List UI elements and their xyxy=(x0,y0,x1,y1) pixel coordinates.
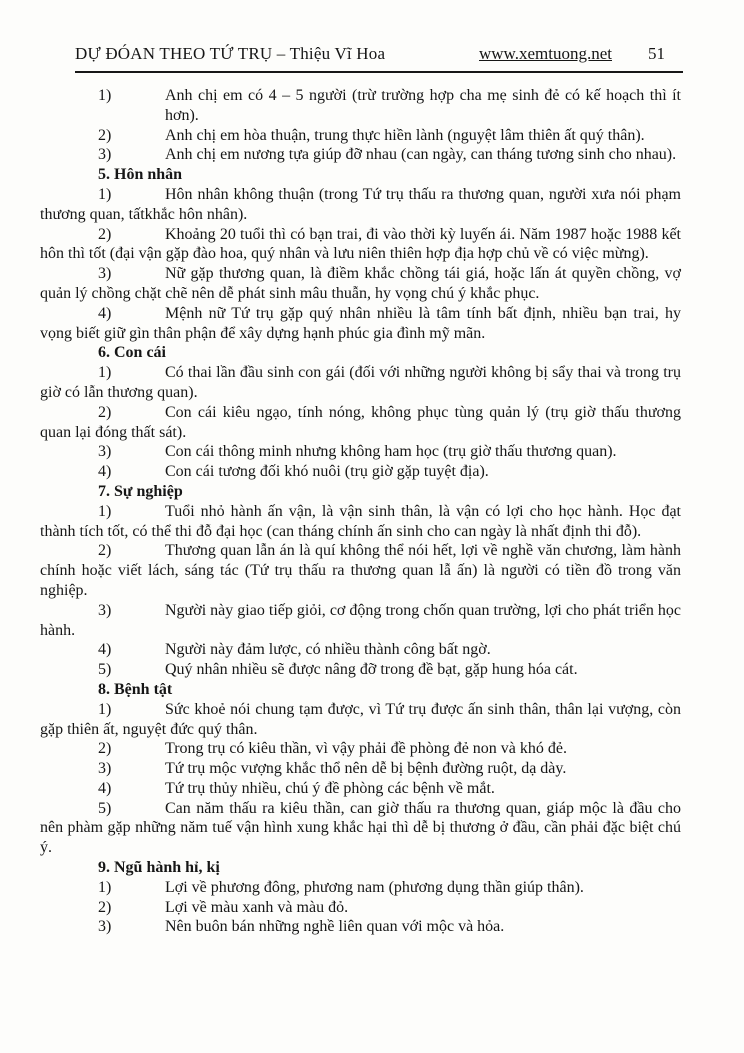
list-item xyxy=(40,601,681,641)
section-heading: 6. Con cái xyxy=(98,344,166,362)
list-item xyxy=(40,462,681,482)
item-text: Nữ gặp thương quan, là điềm khắc chồng tái giá, hoặc lấn át quyền chồng, vợ quản lý chồng chặt chẽ nên dễ phát sinh mâu thuẫn, hy vọng chú ý khắc phục. xyxy=(40,265,681,302)
page-number: 51 xyxy=(648,44,665,63)
item-text: Quý nhân nhiều sẽ được nâng đỡ trong đề bạt, gặp hung hóa cát. xyxy=(165,661,578,679)
item-number: 4) xyxy=(98,641,112,659)
list-item xyxy=(40,304,681,344)
section-heading: 5. Hôn nhân xyxy=(98,166,183,184)
list-item xyxy=(40,126,681,146)
item-text: Có thai lần đầu sinh con gái (đối với những người không bị sẩy thai và trong trụ giờ có lẫn thương quan). xyxy=(40,364,681,401)
list-item xyxy=(40,86,681,126)
item-number: 2) xyxy=(98,225,112,243)
list-item xyxy=(40,779,681,799)
item-text: Người này đảm lược, có nhiều thành công bất ngờ. xyxy=(165,641,491,659)
item-text: Con cái thông minh nhưng không ham học (trụ giờ thấu thương quan). xyxy=(165,443,617,461)
item-text: Thương quan lẫn án là quí không thể nói hết, lợi về nghề văn chương, làm hành chính hoặc viết lách, sáng tác (Tứ trụ thấu ra thương quan lẫ ấn) là người có tiền đồ trong văn nghiệp. xyxy=(40,542,681,599)
item-text: Tứ trụ thủy nhiều, chú ý đề phòng các bệnh về mắt. xyxy=(165,779,495,797)
list-item xyxy=(40,739,681,759)
list-item xyxy=(40,700,681,740)
item-number: 1) xyxy=(98,87,112,104)
list-item xyxy=(40,403,681,443)
list-item xyxy=(40,878,681,898)
list-item xyxy=(40,640,681,660)
item-number: 1) xyxy=(98,364,112,382)
website-link[interactable]: www.xemtuong.net xyxy=(479,44,612,63)
item-number: 3) xyxy=(98,146,112,164)
item-number: 2) xyxy=(98,403,112,421)
item-text: Anh chị em có 4 – 5 người (trừ trường hợp cha mẹ sinh đẻ có kế hoạch thì ít hơn). xyxy=(165,87,681,124)
item-number: 1) xyxy=(98,185,112,203)
list-item xyxy=(40,363,681,403)
list-item xyxy=(40,502,681,542)
list-item xyxy=(40,917,681,937)
list-item xyxy=(40,541,681,600)
item-number: 3) xyxy=(98,601,112,619)
item-text: Mệnh nữ Tứ trụ gặp quý nhân nhiều là tâm tính bất định, nhiều bạn trai, hy vọng biết giữ gìn thân phận để xây dựng hạnh phúc gia đình mỹ mãn. xyxy=(40,304,681,342)
item-number: 2) xyxy=(98,126,112,144)
section-heading: 7. Sự nghiệp xyxy=(98,482,183,500)
item-number: 1) xyxy=(98,700,112,718)
section-heading: 9. Ngũ hành hỉ, kị xyxy=(98,859,220,877)
item-number: 2) xyxy=(98,898,112,916)
item-text: Anh chị em hòa thuận, trung thực hiền lành (nguyệt lâm thiên ất quý thân). xyxy=(165,126,645,144)
item-number: 4) xyxy=(98,463,112,481)
item-text: Khoảng 20 tuổi thì có bạn trai, đi vào thời kỳ luyến ái. Năm 1987 hoặc 1988 kết hôn thì tốt (đại vận gặp đào hoa, quý nhân và lưu niên thiên hợp địa hợp chủ về có việc mừng). xyxy=(40,225,681,263)
item-number: 3) xyxy=(98,918,112,936)
item-text: Sức khoẻ nói chung tạm được, vì Tứ trụ được ấn sinh thân, thân lại vượng, còn gặp thiên ất, nguyệt đức quý thân. xyxy=(40,700,681,738)
document-body xyxy=(40,86,681,937)
item-text: Con cái kiêu ngạo, tính nóng, không phục tùng quản lý (trụ giờ thấu thương quan lại đóng thất sát). xyxy=(40,403,681,441)
list-item xyxy=(40,264,681,304)
book-title: DỰ ĐÓAN THEO TỨ TRỤ – Thiệu Vĩ Hoa xyxy=(75,44,386,63)
page-header xyxy=(75,44,683,64)
item-text: Hôn nhân không thuận (trong Tứ trụ thấu ra thương quan, người xưa nói phạm thương quan, tấtkhắc hôn nhân). xyxy=(40,185,681,223)
item-text: Con cái tương đối khó nuôi (trụ giờ gặp tuyệt địa). xyxy=(165,463,489,481)
list-item xyxy=(40,799,681,858)
item-text: Người này giao tiếp giỏi, cơ động trong chốn quan trường, lợi cho phát triển học hành. xyxy=(40,601,681,639)
item-number: 1) xyxy=(98,878,112,896)
item-number: 1) xyxy=(98,502,112,520)
list-item xyxy=(40,660,681,680)
item-number: 5) xyxy=(98,661,112,679)
section-heading: 8. Bệnh tật xyxy=(98,680,173,698)
item-number: 2) xyxy=(98,542,112,560)
item-text: Lợi về màu xanh và màu đỏ. xyxy=(165,898,349,916)
list-item xyxy=(40,442,681,462)
item-number: 4) xyxy=(98,304,112,322)
item-text: Tuổi nhỏ hành ấn vận, là vận sinh thân, là vận có lợi cho học hành. Học đạt thành tích tốt, có thể thi đỗ đại học (can tháng chính ấn sinh cho can ngày là nhất định thi đỗ). xyxy=(40,502,681,540)
item-text: Can năm thấu ra kiêu thần, can giờ thấu ra thương quan, giáp mộc là đầu cho nên phàm gặp những năm tuế vận hình xung khắc hại thì dễ bị thương ở đầu, cần phải đặc biệt chú ý. xyxy=(40,799,681,857)
list-item xyxy=(40,185,681,225)
list-item xyxy=(40,759,681,779)
item-number: 3) xyxy=(98,443,112,461)
item-number: 4) xyxy=(98,779,112,797)
item-text: Trong trụ có kiêu thần, vì vậy phải đề phòng đẻ non và khó đẻ. xyxy=(165,740,568,758)
list-item xyxy=(40,225,681,265)
item-text: Lợi về phương đông, phương nam (phương dụng thần giúp thân). xyxy=(165,878,584,896)
item-number: 3) xyxy=(98,265,112,283)
item-text: Anh chị em nương tựa giúp đỡ nhau (can ngày, can tháng tương sinh cho nhau). xyxy=(165,146,677,164)
item-number: 3) xyxy=(98,760,112,778)
item-number: 5) xyxy=(98,799,112,817)
list-item xyxy=(40,898,681,918)
item-number: 2) xyxy=(98,740,112,758)
list-item xyxy=(40,145,681,165)
header-rule xyxy=(75,71,683,73)
item-text: Nên buôn bán những nghề liên quan với mộc và hỏa. xyxy=(165,918,505,936)
item-text: Tứ trụ mộc vượng khắc thổ nên dễ bị bệnh đường ruột, dạ dày. xyxy=(165,760,567,778)
